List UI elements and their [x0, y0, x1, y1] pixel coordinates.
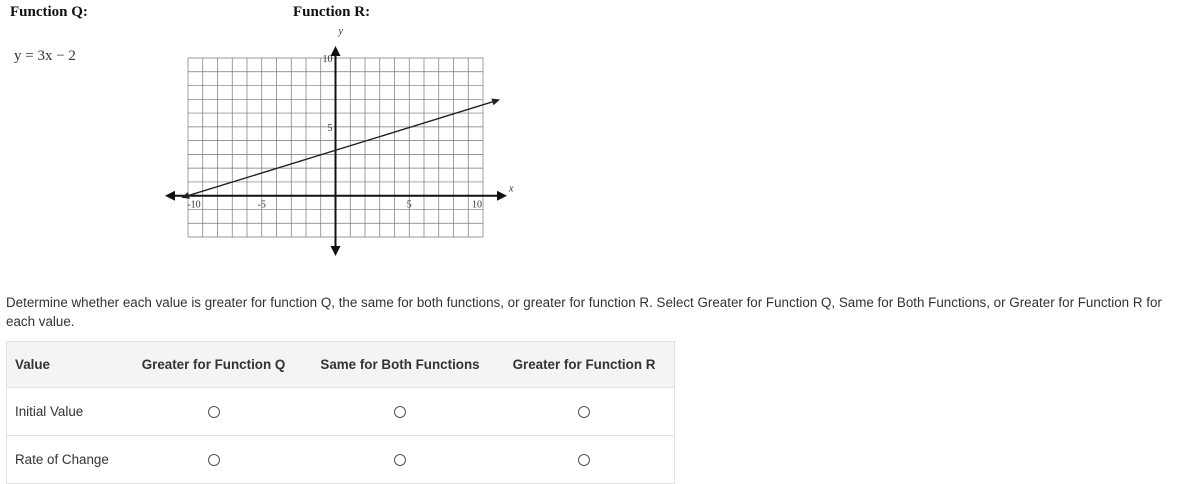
function-r-heading: Function R: [293, 4, 371, 20]
function-q-heading: Function Q: [10, 4, 88, 20]
comparison-table [6, 341, 675, 484]
initial-value-same-radio[interactable] [394, 406, 406, 418]
x-tick-label: -5 [257, 199, 266, 211]
row-label-initial-value: Initial Value [7, 388, 122, 436]
header-same-both: Same for Both Functions [306, 342, 494, 388]
table-row [7, 436, 675, 484]
initial-value-greater-q-radio[interactable] [208, 406, 220, 418]
radio-cell [494, 388, 675, 436]
function-r-graph [155, 22, 515, 262]
graph-tick-labels [187, 26, 514, 211]
x-axis-arrow-left [165, 191, 175, 201]
function-r-line [181, 99, 500, 199]
radio-cell [306, 388, 494, 436]
function-r-line-arrow-end [491, 99, 500, 106]
y-axis-arrow-down [331, 246, 341, 256]
initial-value-greater-r-radio[interactable] [578, 406, 590, 418]
y-tick-label: 5 [327, 122, 333, 134]
row-label-rate-of-change: Rate of Change [7, 436, 122, 484]
x-tick-label: 5 [406, 199, 412, 211]
radio-cell [121, 436, 306, 484]
radio-cell [306, 436, 494, 484]
x-tick-label: 10 [472, 199, 482, 211]
rate-of-change-greater-q-radio[interactable] [208, 454, 220, 466]
radio-cell [494, 436, 675, 484]
rate-of-change-greater-r-radio[interactable] [578, 454, 590, 466]
x-tick-label: -10 [187, 199, 201, 211]
rate-of-change-same-radio[interactable] [394, 454, 406, 466]
header-value: Value [7, 342, 122, 388]
table-row [7, 388, 675, 436]
x-axis-arrow-right [497, 191, 507, 201]
y-tick-label: 10 [322, 54, 333, 65]
table-header-row [7, 342, 675, 388]
function-q-equation: y = 3x − 2 [14, 48, 76, 64]
y-axis-label: y [338, 26, 343, 37]
header-greater-r: Greater for Function R [494, 342, 675, 388]
x-axis-label: x [509, 183, 514, 195]
header-greater-q: Greater for Function Q [121, 342, 306, 388]
instructions-text: Determine whether each value is greater for function Q, the same for both functions, or greater for function R. Select Greater for Function Q, Same for Both Functions, or Greater for Function R for each value. [6, 295, 1162, 329]
radio-cell [121, 388, 306, 436]
graph-axes [165, 46, 507, 256]
